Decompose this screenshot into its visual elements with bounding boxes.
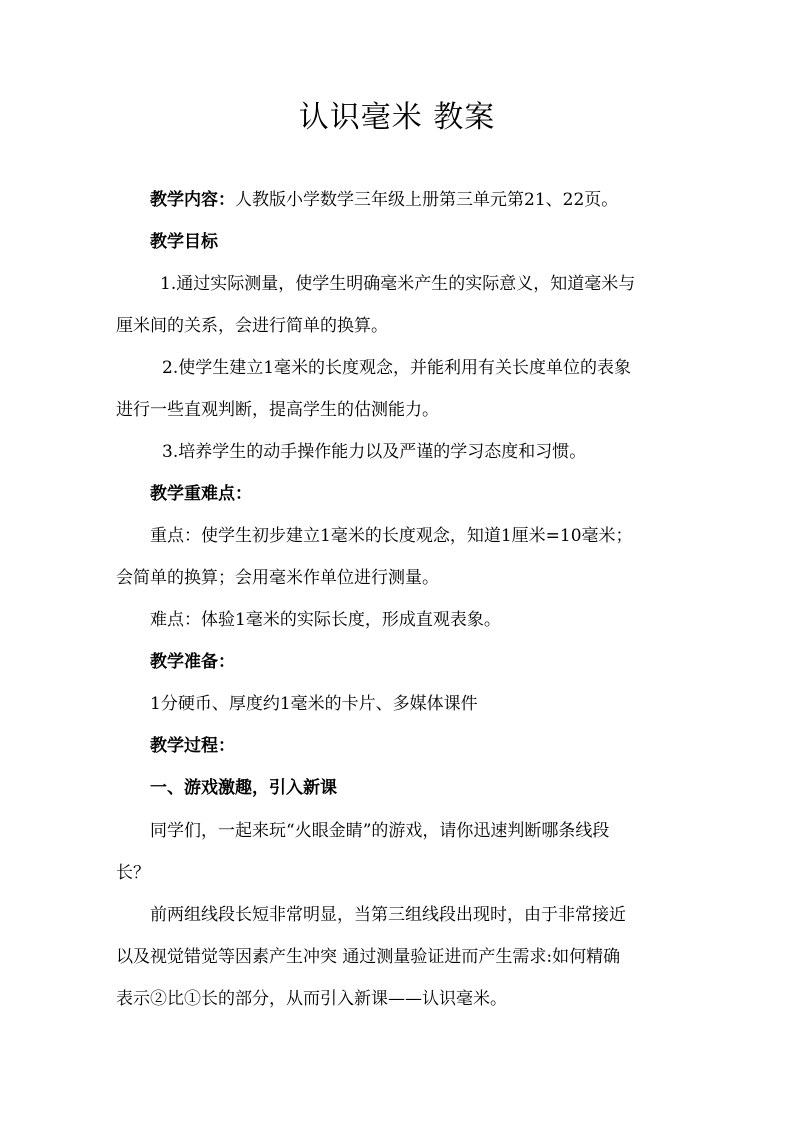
objectives-heading: 教学目标 (150, 232, 218, 252)
preparation-text: 1分硬币、厚度约1毫米的卡片、多媒体课件 (150, 694, 478, 714)
objective-3: 3.培养学生的动手操作能力以及严谨的学习态度和习惯。 (162, 442, 587, 462)
document-title: 认识毫米 教案 (298, 100, 496, 135)
paragraph-1-line-1: 同学们，一起来玩“火眼金睛”的游戏，请你迅速判断哪条线段 (150, 821, 610, 841)
key-point-line-1: 重点：使学生初步建立1毫米的长度观念，知道1厘米=10毫米； (150, 526, 633, 546)
objective-1-line-2: 厘米间的关系，会进行简单的换算。 (116, 316, 388, 336)
keypoints-heading: 教学重难点： (150, 484, 252, 504)
difficulty-point: 难点：体验1毫米的实际长度，形成直观表象。 (150, 610, 501, 630)
teaching-content-label: 教学内容： (150, 190, 235, 210)
paragraph-2-line-1: 前两组线段长短非常明显，当第三组线段出现时，由于非常接近 (150, 905, 626, 925)
objective-2-line-2: 进行一些直观判断，提高学生的估测能力。 (116, 400, 439, 420)
objective-1-line-1: 1.通过实际测量，使学生明确毫米产生的实际意义，知道毫米与 (160, 274, 636, 294)
paragraph-2-line-3: 表示②比①长的部分，从而引入新课——认识毫米。 (116, 989, 507, 1009)
teaching-content-text: 人教版小学数学三年级上册第三单元第21、22页。 (235, 190, 619, 210)
objective-2-line-1: 2.使学生建立1毫米的长度观念，并能利用有关长度单位的表象 (162, 358, 632, 378)
section-1-heading: 一、游戏激趣，引入新课 (150, 778, 337, 798)
process-heading: 教学过程： (150, 736, 235, 756)
key-point-line-2: 会简单的换算；会用毫米作单位进行测量。 (116, 568, 439, 588)
paragraph-2-line-2: 以及视觉错觉等因素产生冲突 通过测量验证进而产生需求:如何精确 (116, 947, 621, 967)
preparation-heading: 教学准备： (150, 652, 235, 672)
paragraph-1-line-2: 长？ (116, 863, 150, 883)
teaching-content (150, 187, 618, 213)
